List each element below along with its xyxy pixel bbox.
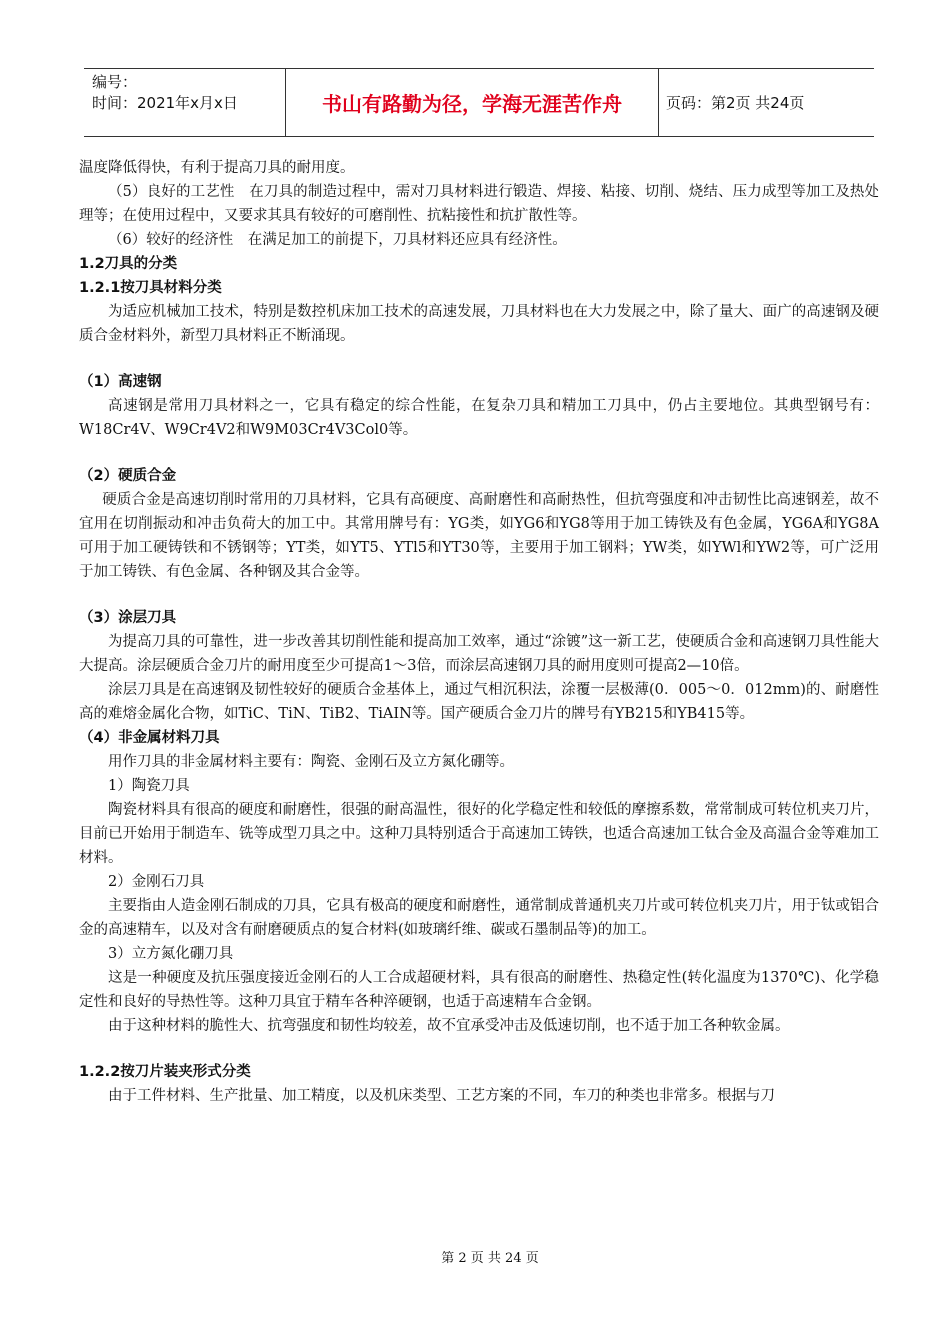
paragraph: （6）较好的经济性 在满足加工的前提下，刀具材料还应具有经济性。	[108, 232, 567, 248]
header-page-indicator: 页码：第2页 共24页	[666, 94, 805, 112]
paragraph: 由于工件材料、生产批量、加工精度，以及机床类型、工艺方案的不同，车刀的种类也非常多。根据与刀	[108, 1088, 775, 1104]
doc-number-label: 编号：	[92, 73, 138, 91]
item-heading-coated: （3）涂层刀具	[79, 610, 177, 626]
item-heading-hss: （1）高速钢	[79, 374, 162, 390]
motto-text: 书山有路勤为径，学海无涯苦作舟	[322, 92, 622, 116]
sub-item-heading-diamond: 2）金刚石刀具	[108, 874, 205, 890]
paragraph: 用作刀具的非金属材料主要有：陶瓷、金刚石及立方氮化硼等。	[108, 754, 514, 770]
item-heading-carbide: （2）硬质合金	[79, 468, 177, 484]
subsection-heading: 1.2.2按刀片装夹形式分类	[79, 1064, 251, 1080]
paragraph: 温度降低得快，有利于提高刀具的耐用度。	[79, 160, 355, 176]
section-heading: 1.2刀具的分类	[79, 256, 178, 272]
subsection-heading: 1.2.1按刀具材料分类	[79, 280, 222, 296]
item-heading-nonmetal: （4）非金属材料刀具	[79, 730, 220, 746]
paragraph: 涂层刀具是在高速钢及韧性较好的硬质合金基体上，通过气相沉积法，涂覆一层极薄(0．005～0．012mm)的、耐磨性高的难熔金属化合物，如TiC、TiN、TiB2、TiAIN等。国产硬质合金刀片的牌号有YB215和YB415等。	[79, 682, 879, 722]
doc-date-label: 时间：2021年x月x日	[92, 94, 238, 112]
paragraph: 硬质合金是高速切削时常用的刀具材料，它具有高硬度、高耐磨性和高耐热性，但抗弯强度和冲击韧性比高速钢差，故不宜用在切削振动和冲击负荷大的加工中。其常用牌号有：YG类，如YG6和YG8等用于加工铸铁及有色金属，YG6A和YG8A可用于加工硬铸铁和不锈钢等；YT类，如YT5、YTl5和YT30等，主要用于加工钢料；YW类，如YWl和YW2等，可广泛用于加工铸铁、有色金属、各种钢及其合金等。	[79, 492, 879, 580]
paragraph: 主要指由人造金刚石制成的刀具，它具有极高的硬度和耐磨性，通常制成普通机夹刀片或可转位机夹刀片，用于钛或铝合金的高速精车，以及对含有耐磨硬质点的复合材料(如玻璃纤维、碳或石墨制品等)的加工。	[79, 898, 879, 938]
paragraph: 这是一种硬度及抗压强度接近金刚石的人工合成超硬材料，具有很高的耐磨性、热稳定性(转化温度为1370℃)、化学稳定性和良好的导热性等。这种刀具宜于精车各种淬硬钢，也适于高速精车合金钢。	[79, 970, 879, 1010]
paragraph: 为适应机械加工技术，特别是数控机床加工技术的高速发展，刀具材料也在大力发展之中，除了量大、面广的高速钢及硬质合金材料外，新型刀具材料正不断涌现。	[79, 304, 879, 344]
header-bottom-rule	[84, 136, 874, 137]
page-footer: 第 2 页 共 24 页	[441, 1251, 539, 1266]
motto-box	[285, 68, 659, 136]
paragraph: 为提高刀具的可靠性，进一步改善其切削性能和提高加工效率，通过“涂镀”这一新工艺，使硬质合金和高速钢刀具性能大大提高。涂层硬质合金刀片的耐用度至少可提高1～3倍，而涂层高速钢刀具的耐用度则可提高2—10倍。	[79, 634, 879, 674]
document-body	[79, 156, 879, 1108]
paragraph: （5）良好的工艺性 在刀具的制造过程中，需对刀具材料进行锻造、焊接、粘接、切削、烧结、压力成型等加工及热处理等；在使用过程中，又要求其具有较好的可磨削性、抗粘接性和抗扩散性等。	[79, 184, 879, 224]
page-header	[84, 68, 874, 138]
header-meta	[92, 72, 238, 114]
paragraph: 高速钢是常用刀具材料之一，它具有稳定的综合性能，在复杂刀具和精加工刀具中，仍占主要地位。其典型钢号有：W18Cr4V、W9Cr4V2和W9M03Cr4V3Col0等。	[79, 398, 879, 438]
paragraph: 陶瓷材料具有很高的硬度和耐磨性，很强的耐高温性，很好的化学稳定性和较低的摩擦系数，常常制成可转位机夹刀片，目前已开始用于制造车、铣等成型刀具之中。这种刀具特别适合于高速加工铸铁，也适合高速加工钛合金及高温合金等难加工材料。	[79, 802, 879, 866]
sub-item-heading-cbn: 3）立方氮化硼刀具	[108, 946, 234, 962]
sub-item-heading-ceramic: 1）陶瓷刀具	[108, 778, 190, 794]
paragraph: 由于这种材料的脆性大、抗弯强度和韧性均较差，故不宜承受冲击及低速切削，也不适于加工各种软金属。	[108, 1018, 790, 1034]
